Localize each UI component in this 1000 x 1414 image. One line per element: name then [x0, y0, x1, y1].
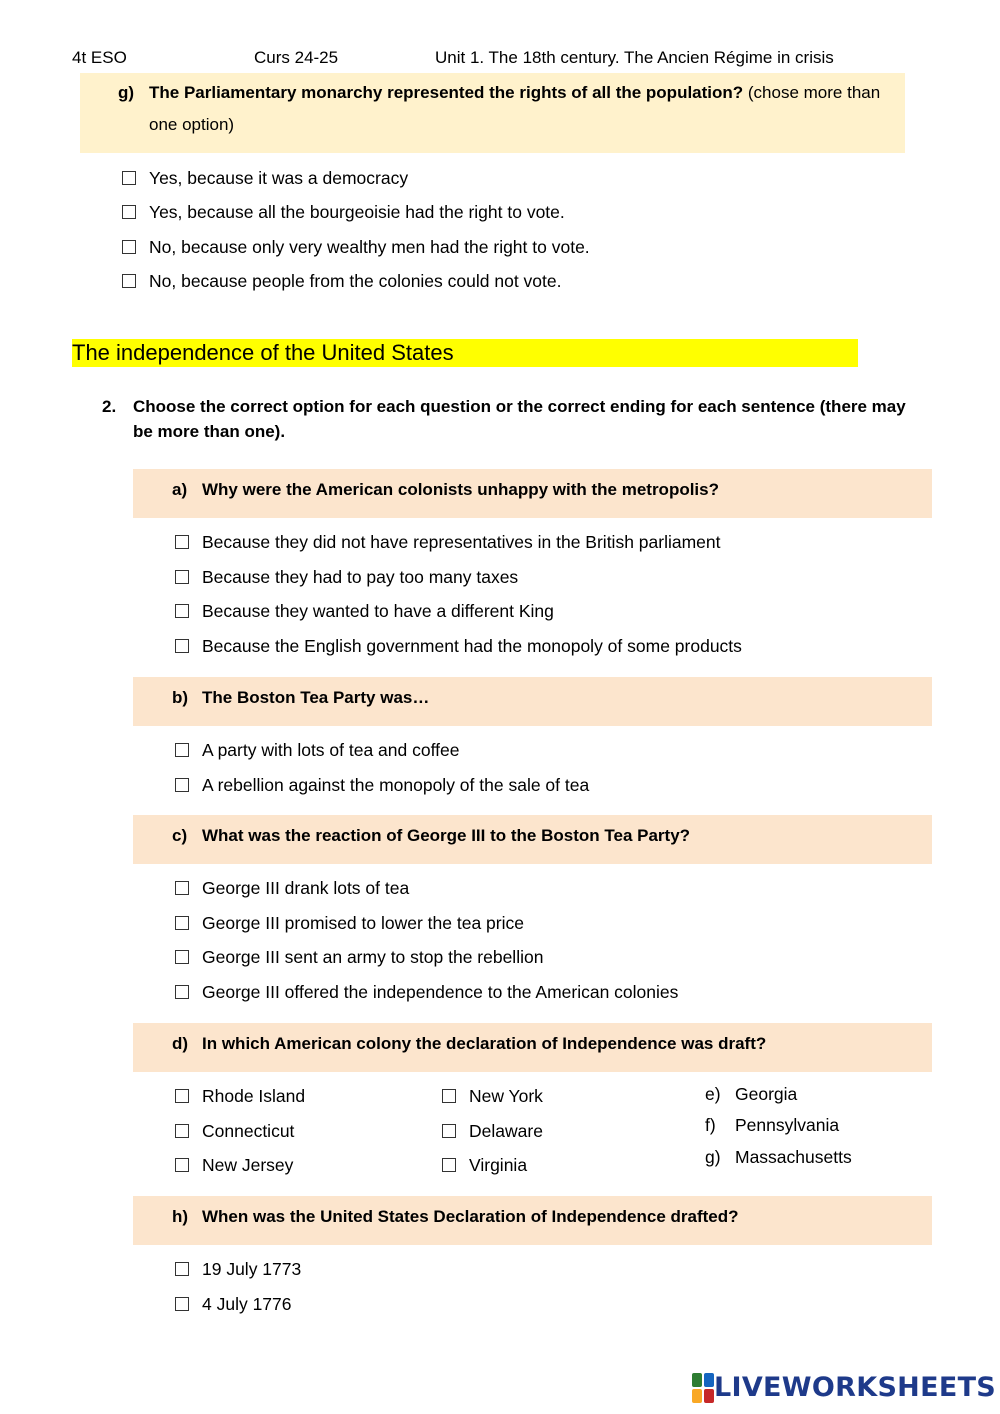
question-2-number: 2.	[102, 397, 117, 416]
checkbox[interactable]	[175, 778, 189, 792]
sub-b-text: The Boston Tea Party was…	[202, 688, 430, 707]
checkbox[interactable]	[175, 535, 189, 549]
question-g-note: (chose more than one option)	[149, 83, 881, 134]
option-item[interactable]: No, because only very wealthy men had the right to vote.	[122, 236, 590, 258]
question-g-bold: The Parliamentary monarchy represented the rights of all the population?	[149, 83, 744, 102]
school-year: Curs 24-25	[254, 48, 339, 67]
checkbox[interactable]	[175, 1089, 189, 1103]
sub-d-text: In which American colony the declaration of Independence was draft?	[202, 1034, 767, 1053]
section-title: The independence of the United States	[72, 339, 858, 367]
checkbox[interactable]	[122, 171, 136, 185]
checkbox[interactable]	[175, 916, 189, 930]
option-item[interactable]: Virginia	[442, 1154, 527, 1176]
checkbox[interactable]	[442, 1124, 456, 1138]
checkbox[interactable]	[175, 1262, 189, 1276]
sub-h-text: When was the United States Declaration of Independence drafted?	[202, 1207, 739, 1226]
checkbox[interactable]	[175, 1124, 189, 1138]
sub-c-letter: c)	[172, 826, 188, 845]
liveworksheets-logo	[692, 1372, 996, 1403]
checkbox[interactable]	[122, 205, 136, 219]
option-item[interactable]: Rhode Island	[175, 1085, 305, 1107]
checkbox[interactable]	[175, 604, 189, 618]
question-g-text	[149, 77, 884, 141]
sub-d-letter: d)	[172, 1034, 189, 1053]
brand-name: LIVEWORKSHEETS	[714, 1372, 997, 1403]
liveworksheets-logo-icon	[692, 1373, 714, 1403]
option-item[interactable]: No, because people from the colonies could not vote.	[122, 270, 561, 292]
option-item[interactable]: A party with lots of tea and coffee	[175, 739, 459, 761]
option-item[interactable]: 4 July 1776	[175, 1293, 292, 1315]
question-g-letter: g)	[118, 83, 135, 102]
sub-a-text: Why were the American colonists unhappy with the metropolis?	[202, 480, 719, 499]
option-item[interactable]: George III drank lots of tea	[175, 877, 409, 899]
option-item[interactable]: George III sent an army to stop the rebellion	[175, 946, 543, 968]
question-2-text: Choose the correct option for each question or the correct ending for each sentence (there may be more than one).	[133, 397, 906, 441]
checkbox[interactable]	[175, 1158, 189, 1172]
checkbox[interactable]	[122, 240, 136, 254]
option-item[interactable]: Because they did not have representatives in the British parliament	[175, 531, 721, 553]
checkbox[interactable]	[175, 985, 189, 999]
list-item[interactable]: f) Pennsylvania	[705, 1115, 840, 1135]
option-item[interactable]: George III offered the independence to the American colonies	[175, 981, 678, 1003]
checkbox[interactable]	[442, 1089, 456, 1103]
option-item[interactable]: Connecticut	[175, 1120, 294, 1142]
option-item[interactable]: George III promised to lower the tea price	[175, 912, 524, 934]
option-item[interactable]: Because they wanted to have a different King	[175, 600, 554, 622]
sub-b-letter: b)	[172, 688, 189, 707]
checkbox[interactable]	[175, 950, 189, 964]
checkbox[interactable]	[175, 639, 189, 653]
option-item[interactable]: New York	[442, 1085, 543, 1107]
list-item[interactable]: g) Massachusetts	[705, 1147, 852, 1167]
checkbox[interactable]	[175, 881, 189, 895]
checkbox[interactable]	[175, 1297, 189, 1311]
checkbox[interactable]	[175, 570, 189, 584]
sub-a-letter: a)	[172, 480, 188, 499]
sub-h-letter: h)	[172, 1207, 189, 1226]
unit-title: Unit 1. The 18th century. The Ancien Régime in crisis	[435, 48, 834, 67]
option-item[interactable]: New Jersey	[175, 1154, 293, 1176]
option-item[interactable]: Because the English government had the monopoly of some products	[175, 635, 742, 657]
checkbox[interactable]	[122, 274, 136, 288]
option-item[interactable]: Because they had to pay too many taxes	[175, 566, 518, 588]
checkbox[interactable]	[175, 743, 189, 757]
list-item[interactable]: e) Georgia	[705, 1084, 798, 1104]
option-item[interactable]: Delaware	[442, 1120, 543, 1142]
course-label: 4t ESO	[72, 48, 127, 67]
checkbox[interactable]	[442, 1158, 456, 1172]
option-item[interactable]: A rebellion against the monopoly of the sale of tea	[175, 774, 589, 796]
option-item[interactable]: Yes, because all the bourgeoisie had the right to vote.	[122, 201, 565, 223]
option-item[interactable]: Yes, because it was a democracy	[122, 167, 408, 189]
sub-c-text: What was the reaction of George III to the Boston Tea Party?	[202, 826, 691, 845]
option-item[interactable]: 19 July 1773	[175, 1258, 301, 1280]
